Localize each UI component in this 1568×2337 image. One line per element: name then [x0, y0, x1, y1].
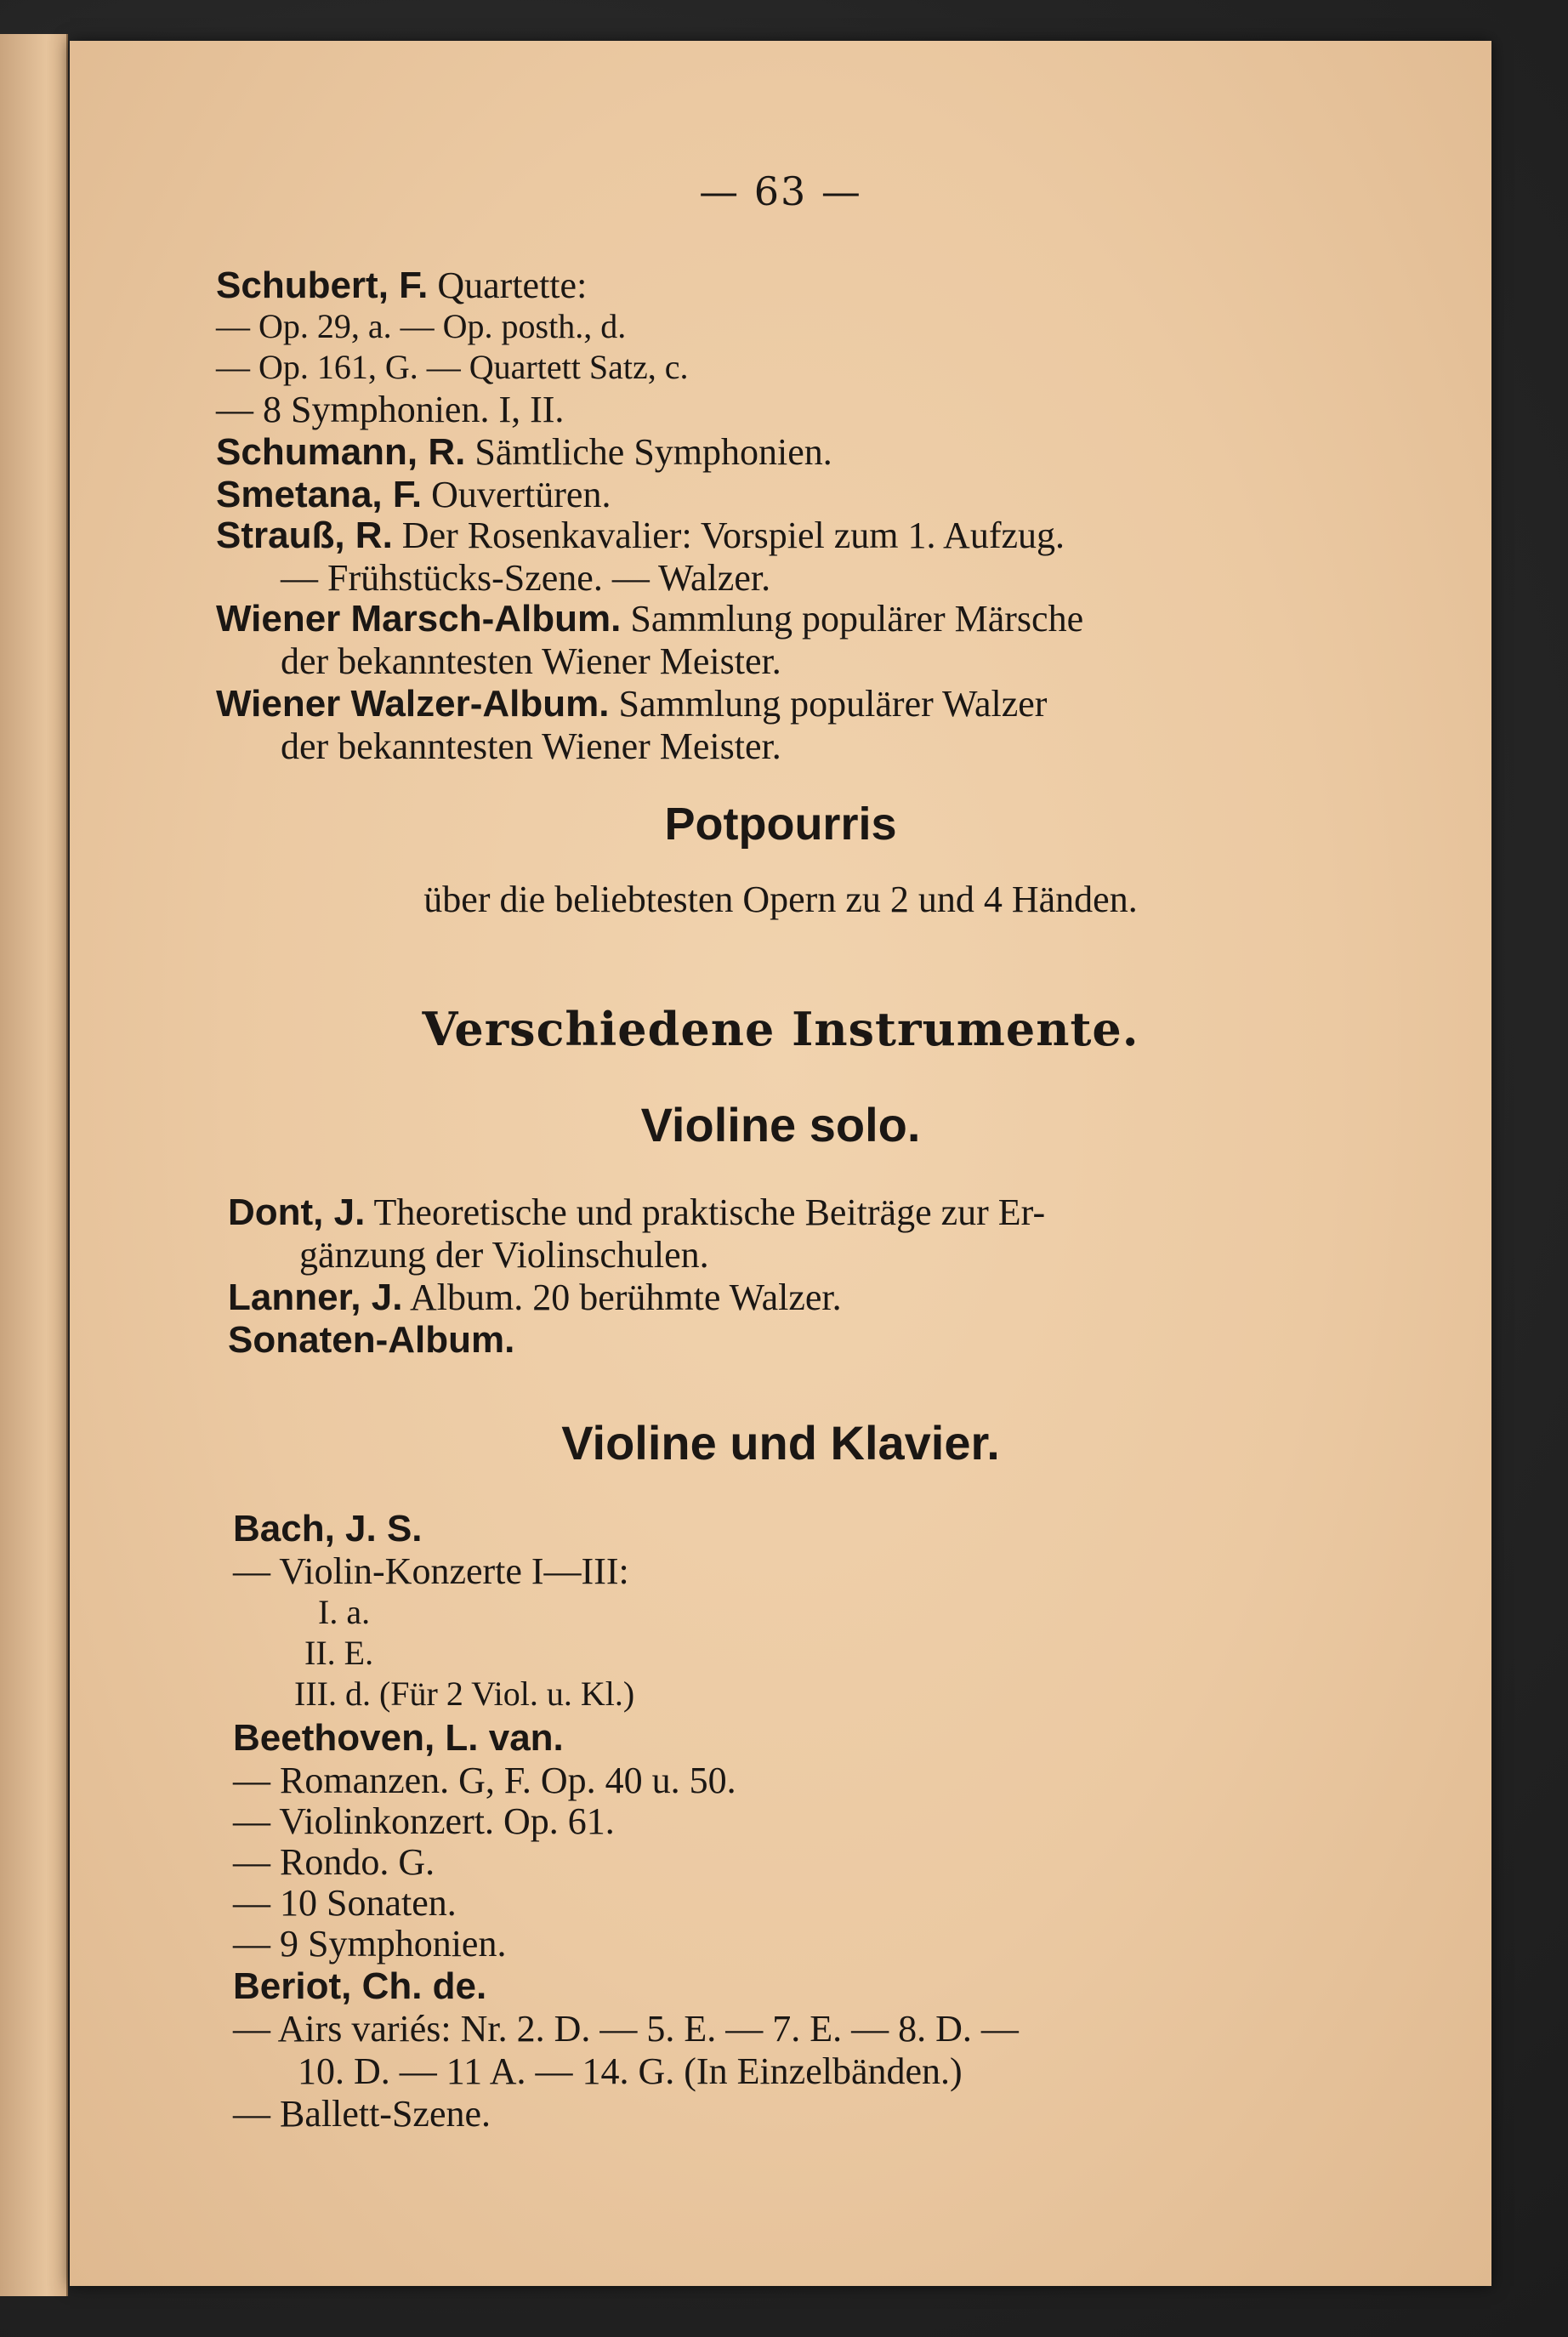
list-item: — Ballett-Szene. [233, 2093, 491, 2135]
section-heading-potpourris: Potpourris [664, 799, 897, 850]
list-item: Lanner, J. Album. 20 berühmte Walzer. [228, 1277, 842, 1318]
list-item: — Op. 29, a. — Op. posth., d. [216, 307, 627, 345]
list-item: Strauß, R. Der Rosenkavalier: Vorspiel zum 1. Aufzug. [216, 515, 1065, 556]
list-item: Smetana, F. Ouvertüren. [216, 474, 611, 515]
facing-page-edge [0, 34, 68, 2296]
list-item: der bekanntesten Wiener Meister. [281, 725, 781, 767]
list-item: Schumann, R. Sämtliche Symphonien. [216, 431, 832, 473]
list-item: der bekanntesten Wiener Meister. [281, 640, 781, 682]
list-item: — Romanzen. G, F. Op. 40 u. 50. [233, 1760, 736, 1801]
list-item: gänzung der Violinschulen. [299, 1234, 709, 1276]
section-heading-violine-solo: Violine solo. [640, 1098, 921, 1151]
list-item: III. d. (Für 2 Viol. u. Kl.) [294, 1675, 635, 1713]
list-item: — 10 Sonaten. [233, 1882, 457, 1924]
list-item: — Violinkonzert. Op. 61. [233, 1800, 615, 1842]
page-number: — 63 — [699, 168, 862, 214]
list-item: Wiener Walzer-Album. Sammlung populärer Walzer [216, 683, 1048, 725]
list-item: I. a. [318, 1593, 371, 1631]
list-item: Dont, J. Theoretische und praktische Beiträge zur Er- [228, 1191, 1046, 1233]
list-item: Bach, J. S. [233, 1508, 423, 1549]
list-item: II. E. [304, 1634, 374, 1672]
list-item: — Op. 161, G. — Quartett Satz, c. [216, 348, 689, 386]
list-item: Beriot, Ch. de. [233, 1965, 487, 2007]
list-item: Wiener Marsch-Album. Sammlung populärer Märsche [216, 598, 1084, 640]
list-item: Schubert, F. Quartette: [216, 264, 588, 306]
list-item: — 8 Symphonien. I, II. [216, 389, 565, 430]
list-item: — 9 Symphonien. [233, 1923, 507, 1965]
list-item: Sonaten-Album. [228, 1319, 515, 1361]
potpourris-subtitle: über die beliebtesten Opern zu 2 und 4 Händen. [423, 879, 1138, 920]
list-item: — Airs variés: Nr. 2. D. — 5. E. — 7. E. — 8. D. — [233, 2008, 1019, 2050]
section-title: Verschiedene Instrumente. [422, 1002, 1139, 1056]
list-item: — Frühstücks-Szene. — Walzer. [281, 557, 771, 599]
section-heading-violine-klavier: Violine und Klavier. [561, 1416, 1000, 1470]
list-item: Beethoven, L. van. [233, 1717, 564, 1759]
list-item: 10. D. — 11 A. — 14. G. (In Einzelbänden.) [298, 2050, 963, 2092]
list-item: — Rondo. G. [233, 1841, 435, 1883]
list-item: — Violin-Konzerte I—III: [233, 1550, 629, 1592]
book-page [70, 41, 1491, 2286]
